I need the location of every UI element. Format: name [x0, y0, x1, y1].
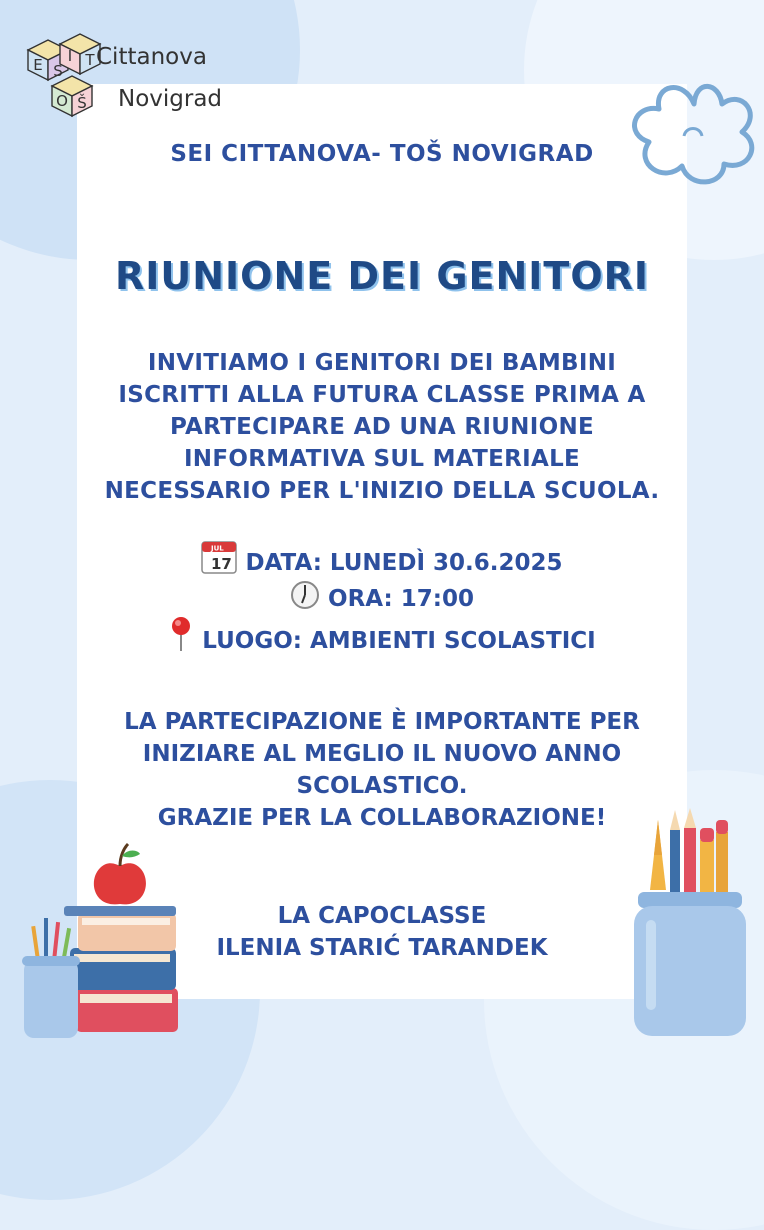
pushpin-icon — [168, 616, 194, 652]
logo-letter: Š — [77, 94, 87, 112]
closing-text — [77, 706, 687, 834]
intro-line: INFORMATIVA SUL MATERIALE — [183, 446, 581, 472]
logo-letter: O — [56, 92, 68, 110]
logo-text-line2: Novigrad — [118, 86, 223, 112]
pencil-cup-icon — [628, 800, 758, 1045]
intro-line: INVITIAMO I GENITORI DEI BAMBINI — [147, 350, 617, 376]
flower-outline-icon — [624, 74, 764, 194]
books-icon — [64, 906, 178, 1032]
logo-letter: E — [33, 56, 43, 74]
logo-letter: S — [53, 62, 63, 80]
intro-line: PARTECIPARE AD UNA RIUNIONE — [169, 414, 595, 440]
closing-line: LA PARTECIPAZIONE È IMPORTANTE PER — [124, 709, 640, 735]
logo-letter: I — [67, 47, 73, 65]
svg-text:17: 17 — [211, 555, 233, 573]
logo-text-line1: Cittanova — [96, 44, 207, 70]
closing-line: SCOLASTICO. — [296, 773, 468, 799]
date-text: DATA: LUNEDÌ 30.6.2025 — [245, 550, 563, 576]
meeting-info — [77, 540, 687, 658]
intro-line: ISCRITTI ALLA FUTURA CLASSE PRIMA A — [118, 382, 646, 408]
signature-role: LA CAPOCLASSE — [277, 903, 487, 929]
school-name: SEI CITTANOVA- TOŠ NOVIGRAD — [170, 141, 594, 167]
school-logo — [18, 28, 113, 123]
closing-line: INIZIARE AL MEGLIO IL NUOVO ANNO — [142, 741, 622, 767]
books-apple-decoration — [18, 838, 188, 1043]
time-line — [77, 580, 687, 616]
time-text: ORA: 17:00 — [328, 586, 474, 612]
place-line — [77, 616, 687, 658]
svg-text:JUL: JUL — [211, 544, 225, 553]
calendar-icon — [201, 540, 237, 574]
logo-letter: T — [85, 51, 95, 69]
apple-icon — [94, 844, 146, 904]
pencil-cup-icon — [22, 918, 80, 1038]
page-title: RIUNIONE DEI GENITORI — [114, 254, 650, 298]
place-text: LUOGO: AMBIENTI SCOLASTICI — [202, 628, 596, 654]
date-line — [77, 540, 687, 580]
signature-name: ILENIA STARIĆ TARANDEK — [216, 935, 548, 961]
intro-line: NECESSARIO PER L'INIZIO DELLA SCUOLA. — [104, 478, 660, 504]
closing-line: GRAZIE PER LA COLLABORAZIONE! — [157, 805, 607, 831]
clock-icon — [290, 580, 320, 610]
intro-text — [77, 347, 687, 507]
